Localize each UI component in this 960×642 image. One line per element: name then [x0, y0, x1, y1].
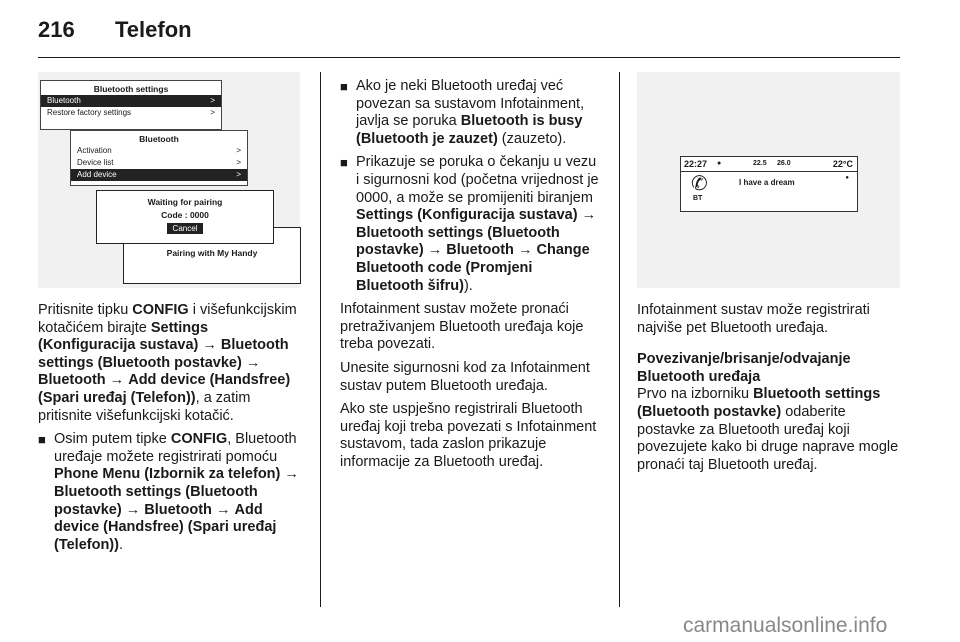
column-divider-2	[619, 72, 620, 607]
chapter-title: Telefon	[115, 17, 192, 42]
menu-item-label: Activation	[77, 146, 112, 155]
paragraph: Unesite sigurnosni kod za Infotainment sustav putem Bluetooth uređaja.	[340, 359, 590, 394]
bluetooth-menu-figure	[38, 72, 300, 288]
chevron-right-icon: >	[236, 158, 241, 167]
bullet-item: ■ Ako je neki Bluetooth uređaj već povezan sa sustavom Infotainment, javlja se poruka Bluetooth is busy (Bluetooth je zauzet) (zauzeto).	[340, 78, 585, 147]
cancel-button[interactable]: Cancel	[167, 223, 203, 234]
chevron-right-icon: >	[210, 108, 215, 117]
window-title: Bluetooth	[139, 134, 179, 144]
temp-left: 22.5	[753, 160, 767, 167]
menu-item-label: Add device	[77, 170, 117, 179]
menu-item-restore[interactable]	[41, 107, 221, 119]
pairing-code: Code : 0000	[161, 210, 209, 220]
clock: 22:27	[684, 159, 708, 169]
bullet-icon: ■	[340, 79, 348, 94]
instruction-paragraph: Pritisnite tipku CONFIG i višefunkcijskim kotačićem birajte Settings (Konfiguracija sustava) → Bluetooth settings (Bluetooth postavke) → Bluetooth → Add device (Handsfree) (Spari uređaj (Telefon)), a zatim pritisnite višefunkcijski kotačić.	[38, 302, 297, 424]
window-title: Pairing with My Handy	[166, 248, 258, 258]
phone-icon: ✆	[691, 173, 708, 195]
bullet-icon: ■	[340, 155, 348, 171]
column-divider-1	[320, 72, 321, 607]
menu-item-device-list[interactable]	[71, 157, 247, 169]
menu-item-label: Bluetooth	[47, 96, 81, 105]
menu-item-add-device[interactable]	[71, 169, 247, 181]
temp-mid: 26.0	[777, 160, 791, 167]
section-heading: Povezivanje/brisanje/odvajanje Bluetooth uređaja	[637, 351, 851, 385]
temp-right: 22°C	[832, 159, 853, 169]
paragraph: Ako ste uspješno registrirali Bluetooth uređaj koji treba povezati s Infotainment sustavom, tada zaslon prikazuje informacije za Bluetooth uređaj.	[340, 401, 597, 470]
menu-item-label: Restore factory settings	[47, 108, 132, 117]
bluetooth-settings-window	[40, 80, 222, 130]
menu-item-activation[interactable]	[71, 145, 247, 157]
paragraph: Prvo na izborniku Bluetooth settings (Bluetooth postavke) odaberite postavke za Bluetooth uređaj koji povezujete kako bi druge naprave mogle pronaći taj Bluetooth uređaj.	[637, 386, 899, 473]
menu-item-label: Device list	[77, 158, 114, 167]
bluetooth-window	[70, 130, 248, 186]
radio-icon: ●	[717, 160, 722, 167]
song-title: I have a dream	[739, 178, 795, 187]
chevron-right-icon: >	[236, 146, 241, 155]
menu-item-bluetooth[interactable]	[41, 95, 221, 107]
bullet-item: ■ Osim putem tipke CONFIG, Bluetooth uređaje možete registrirati pomoću Phone Menu (Izbornik za telefon) → Bluetooth settings (Bluetooth postavke) → Bluetooth → Add device (Handsfree) (Spari uređaj (Telefon)).	[38, 431, 299, 553]
chevron-right-icon: >	[210, 96, 215, 105]
chevron-right-icon: >	[236, 170, 241, 179]
column-1	[38, 302, 300, 560]
column-2	[340, 78, 602, 477]
paragraph: Infotainment sustav možete pronaći pretraživanjem Bluetooth uređaja koje treba povezati.	[340, 301, 584, 353]
header-rule	[38, 57, 900, 58]
window-title: Waiting for pairing	[147, 197, 223, 207]
bt-label: BT	[693, 195, 703, 202]
bullet-icon: ■	[38, 432, 46, 448]
display-screen	[680, 156, 858, 212]
column-3	[637, 302, 900, 480]
page-number: 216	[38, 17, 75, 42]
waiting-window	[96, 190, 274, 244]
status-bar	[681, 157, 857, 172]
indicator-icon: ●	[845, 175, 849, 181]
window-title: Bluetooth settings	[93, 84, 169, 94]
paragraph: Infotainment sustav može registrirati najviše pet Bluetooth uređaja.	[637, 302, 870, 336]
bullet-item: ■ Prikazuje se poruka o čekanju u vezu i sigurnosni kod (početna vrijednost je 0000, a može se promijeniti biranjem Settings (Konfiguracija sustava) → Bluetooth settings (Bluetooth postavke) → Bluetooth → Change Bluetooth code (Promjeni Bluetooth šifru)).	[340, 154, 599, 294]
infotainment-display-figure	[637, 72, 900, 288]
watermark: carmanualsonline.info	[683, 614, 888, 637]
